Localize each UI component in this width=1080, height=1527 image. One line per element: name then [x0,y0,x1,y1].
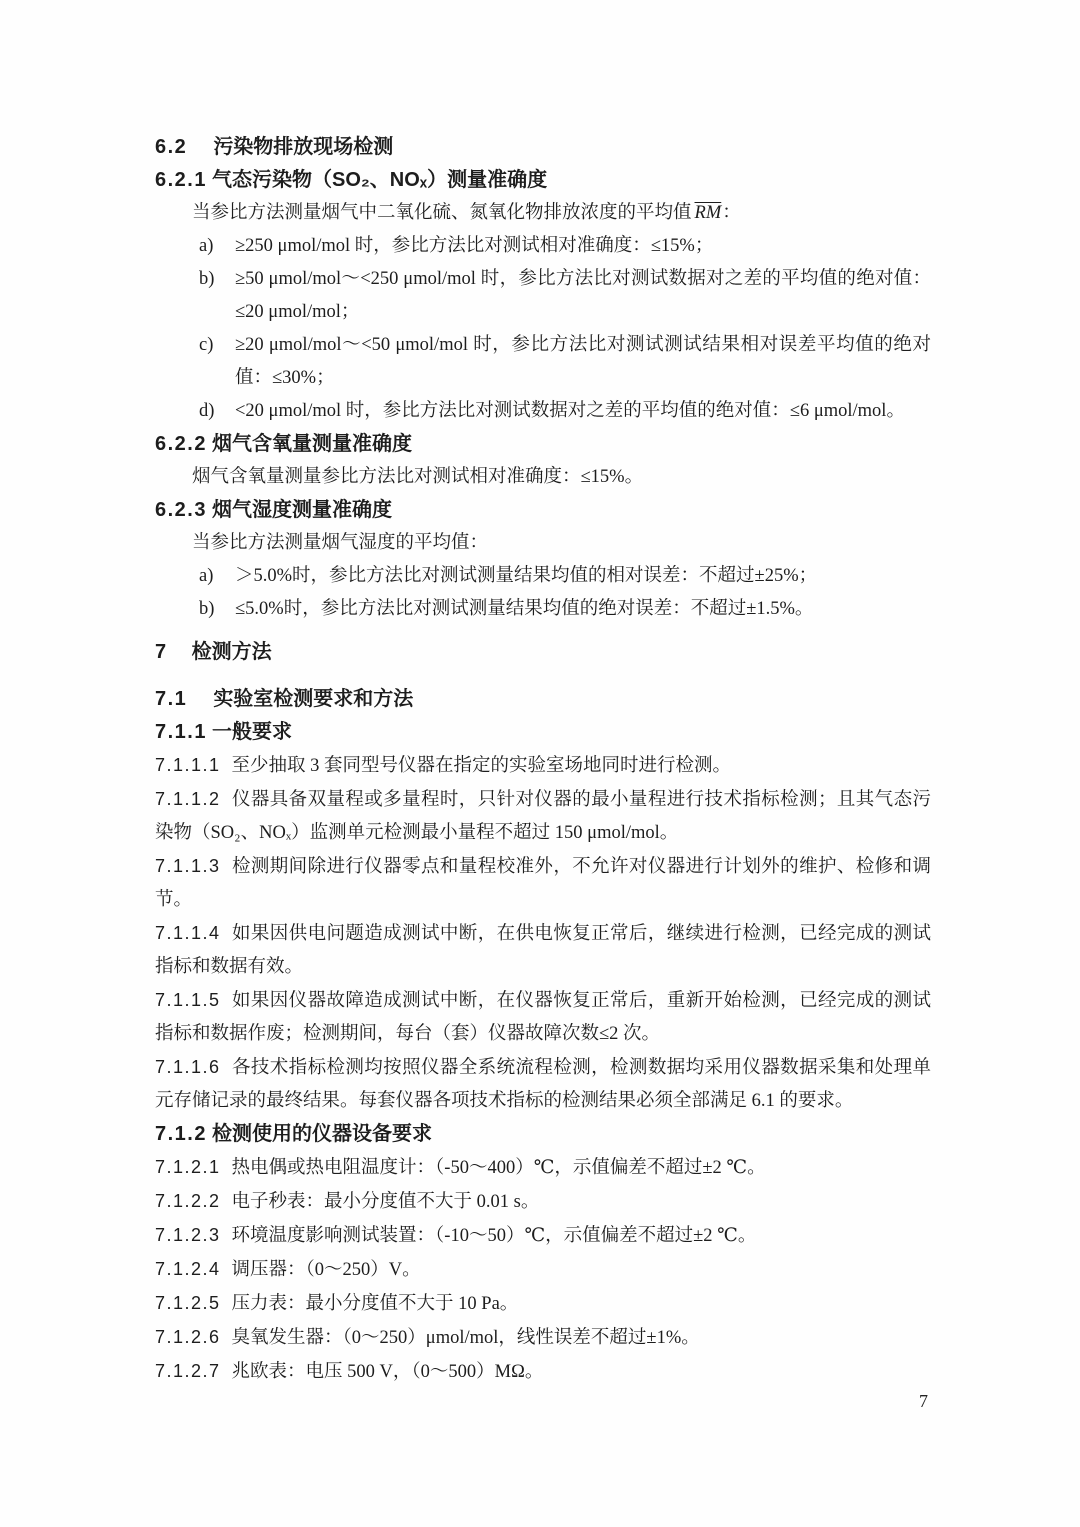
list-item-label: b) [199,599,215,619]
clause-text: 电子秒表：最小分度值不大于 0.01 s。 [231,1192,540,1212]
section-heading [155,1118,931,1151]
paragraph-text: 当参比方法测量烟气中二氧化硫、氮氧化物排放浓度的平均值 [192,203,692,223]
clause [155,1219,931,1253]
clause-number: 7.1.2.2 [155,1191,221,1211]
clause-number: 7.1.1.5 [155,990,221,1010]
paragraph-text: 当参比方法测量烟气湿度的平均值： [192,533,489,553]
section-number: 6.2.3 [155,499,207,521]
list-item [155,560,931,593]
clause-number: 7.1.2.3 [155,1225,221,1245]
clause-text: 调压器：（0～250）V。 [231,1260,421,1280]
clause-text: 环境温度影响测试装置：（-10～50）℃，示值偏差不超过±2 ℃。 [231,1226,757,1246]
section-title: 烟气含氧量测量准确度 [211,433,412,455]
clause-text: 臭氧发生器：（0～250）μmol/mol，线性误差不超过±1%。 [231,1328,700,1348]
paragraph-text: 烟气含氧量测量参比方法比对测试相对准确度：≤15%。 [192,467,644,487]
clause-number: 7.1.1.3 [155,856,221,876]
clause-number: 7.1.2.1 [155,1157,221,1177]
list-item-label: d) [199,401,215,421]
clause-text: 压力表：最小分度值不大于 10 Pa。 [231,1294,519,1314]
list-item [155,230,931,263]
section-title: 实验室检测要求和方法 [213,688,414,710]
paragraph [155,197,931,230]
list-item [155,329,931,395]
section-number: 6.2 [155,136,188,158]
list-item [155,395,931,428]
section-title: 烟气湿度测量准确度 [211,499,392,521]
clause-text: 至少抽取 3 套同型号仪器在指定的实验室场地同时进行检测。 [231,756,732,776]
clause [155,749,931,783]
list-item-text: ＞5.0%时，参比方法比对测试测量结果均值的相对误差：不超过±25%； [235,566,818,586]
list-item-label: c) [199,335,214,355]
clause-number: 7.1.2.6 [155,1327,221,1347]
clause [155,1185,931,1219]
clause-text: 检测期间除进行仪器零点和量程校准外，不允许对仪器进行计划外的维护、检修和调节。 [155,857,931,910]
section-heading [155,131,931,164]
section-heading [155,494,931,527]
section-heading [155,716,931,749]
clause [155,917,931,984]
section-heading [155,164,931,197]
section-title: 污染物排放现场检测 [213,136,394,158]
section-number: 7.1 [155,688,188,710]
clause [155,1051,931,1118]
list-item [155,263,931,329]
clause [155,1287,931,1321]
list-item-label: a) [199,566,214,586]
list-item-text: ≥250 μmol/mol 时，参比方法比对测试相对准确度：≤15%； [235,236,714,256]
paragraph [155,461,931,494]
section-heading [155,428,931,461]
section-number: 7.1.1 [155,721,207,743]
paragraph-text: ： [722,203,741,223]
document-content [155,131,931,1389]
clause-text: 兆欧表：电压 500 V，（0～500）MΩ。 [231,1362,544,1382]
clause [155,1253,931,1287]
page-number: 7 [919,1391,928,1411]
clause-text: 热电偶或热电阻温度计：（-50～400）℃，示值偏差不超过±2 ℃。 [231,1158,766,1178]
list-item-text: <20 μmol/mol 时，参比方法比对测试数据对之差的平均值的绝对值：≤6 μmol/mol。 [235,401,905,421]
clause-text: 如果因仪器故障造成测试中断，在仪器恢复正常后，重新开始检测，已经完成的测试指标和数据作废；检测期间，每台（套）仪器故障次数≤2 次。 [155,991,931,1044]
clause [155,1321,931,1355]
clause [155,984,931,1051]
clause-number: 7.1.1.6 [155,1057,221,1077]
section-heading [155,636,931,669]
list-item-text: ≥20 μmol/mol～<50 μmol/mol 时，参比方法比对测试测试结果相对误差平均值的绝对值：≤30%； [235,335,931,388]
clause-number: 7.1.1.4 [155,923,221,943]
clause-number: 7.1.2.4 [155,1259,221,1279]
clause [155,850,931,917]
section-heading [155,683,931,716]
clause-number: 7.1.2.7 [155,1361,221,1381]
clause [155,1151,931,1185]
clause [155,1355,931,1389]
clause-text: 各技术指标检测均按照仪器全系统流程检测，检测数据均采用仪器数据采集和处理单元存储记录的最终结果。每套仪器各项技术指标的检测结果必须全部满足 6.1 的要求。 [155,1058,931,1111]
list-item [155,593,931,626]
clause-number: 7.1.1.2 [155,789,221,809]
clause [155,783,931,850]
section-title: 一般要求 [211,721,292,743]
clause-text: 如果因供电问题造成测试中断，在供电恢复正常后，继续进行检测，已经完成的测试指标和数据有效。 [155,924,931,977]
section-title: 气态污染物（SO₂、NOₓ）测量准确度 [211,169,548,191]
section-number: 7 [155,641,168,663]
list-item-text: ≤5.0%时，参比方法比对测试测量结果均值的绝对误差：不超过±1.5%。 [235,599,814,619]
section-number: 6.2.2 [155,433,207,455]
list-item-label: a) [199,236,214,256]
clause-number: 7.1.1.1 [155,755,221,775]
paragraph [155,527,931,560]
list-item-label: b) [199,269,215,289]
list-item-text: ≥50 μmol/mol～<250 μmol/mol 时，参比方法比对测试数据对之差的平均值的绝对值：≤20 μmol/mol； [235,269,931,322]
section-title: 检测方法 [191,641,272,663]
section-number: 7.1.2 [155,1123,207,1145]
section-title: 检测使用的仪器设备要求 [211,1123,432,1145]
rm-mean-symbol: $\overline{RM}$ [694,203,722,223]
clause-text: 仪器具备双量程或多量程时，只针对仪器的最小量程进行技术指标检测；且其气态污染物（SO₂、NOₓ）监测单元检测最小量程不超过 150 μmol/mol。 [155,790,931,843]
section-number: 6.2.1 [155,169,207,191]
clause-number: 7.1.2.5 [155,1293,221,1313]
